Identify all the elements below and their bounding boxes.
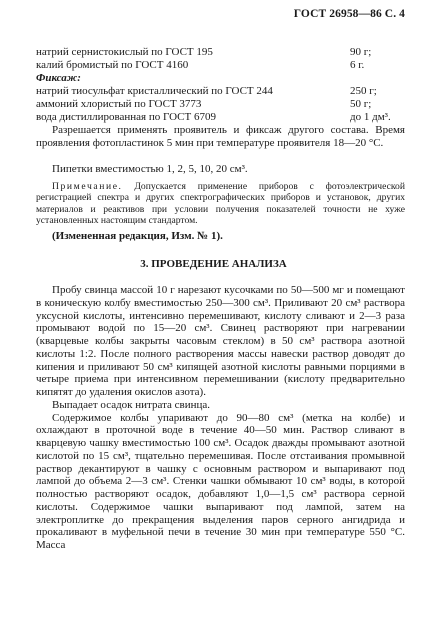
paragraph: Выпадает осадок нитрата свинца. bbox=[52, 398, 211, 411]
reagent-line bbox=[36, 85, 403, 98]
paragraph: Содержимое колбы упаривают до 90—80 см³ (метка на колбе) и охлаждают в проточной воде в течение 40—50 мин. Раствор сливают в кварцевую чашку вместимостью 100 см³. Осадок дважды промывают азотной кислотой по 15 см³, тщательно перемешивая. После отстаивания промывной раствор декантируют в чашку с основным раствором и выпаривают под лампой до объема 2—3 см³. Стенки чашки обмывают 10 см³ воды, в которой полностью растворяют осадок, добавляют 1,0—1,5 см³ раствора серной кислоты. Содержимое чашки выпаривают под лампой, затем на электроплитке до прекращения выделения паров серного ангидрида и прокаливают в муфельной печи в течение 30 мин при температуре 550 °С. Масса bbox=[36, 411, 405, 551]
reagent-line bbox=[36, 46, 403, 59]
reagent-quantity: до 1 дм³. bbox=[350, 111, 391, 123]
edition-note: (Измененная редакция, Изм. № 1). bbox=[52, 230, 223, 242]
reagent-line bbox=[36, 59, 403, 72]
reagent-quantity: 6 г. bbox=[350, 59, 365, 71]
reagent-quantity: 90 г; bbox=[350, 46, 372, 58]
note-label: Примечание. bbox=[52, 181, 123, 192]
reagent-name: натрий сернистокислый по ГОСТ 195 bbox=[36, 46, 213, 58]
reagent-line bbox=[36, 111, 403, 124]
reagent-quantity: 250 г; bbox=[350, 85, 377, 97]
section-body bbox=[36, 284, 405, 552]
reagent-line bbox=[36, 98, 403, 111]
alternative-composition-text: Разрешается применять проявитель и фиксаж другого состава. Время проявления фотопластинок 5 мин при температуре проявителя 18—20 °С. bbox=[36, 124, 405, 149]
note-block bbox=[36, 181, 405, 227]
note-text: Допускается применение приборов с фотоэлектрической регистрацией спектра и других спектрографических приборов и установок, других материалов и реактивов при условии получения показателей точности не хуже установленных настоящим стандартом. bbox=[36, 181, 405, 227]
reagent-name: аммоний хлористый по ГОСТ 3773 bbox=[36, 98, 202, 110]
pipettes-text: Пипетки вместимостью 1, 2, 5, 10, 20 см³. bbox=[52, 163, 248, 175]
reagent-name: калий бромистый по ГОСТ 4160 bbox=[36, 59, 189, 71]
page-header: ГОСТ 26958—86 С. 4 bbox=[293, 8, 405, 20]
reagent-name: вода дистиллированная по ГОСТ 6709 bbox=[36, 111, 216, 123]
paragraph: Пробу свинца массой 10 г нарезают кусочками по 50—500 мг и помещают в коническую колбу вместимостью 250—300 см³. Приливают 20 см³ раствора уксусной кислоты, интенсивно перемешивают, кислоту сливают и 2—3 раза промывают водой по 15—20 см³. Свинец растворяют при нагревании (кварцевые колбы закрыты часовым стеклом) в 50 см³ раствора азотной кислоты 1:2. После полного растворения массы навески раствор доводят до кипения и приливают 50 см³ кипящей азотной кислоты равными порциями в четыре приема при интенсивном перемешивании (кислоту предварительно кипятят до удаления окислов азота). bbox=[36, 284, 405, 398]
fixer-label: Фиксаж: bbox=[36, 72, 81, 84]
reagent-name: натрий тиосульфат кристаллический по ГОСТ 244 bbox=[36, 85, 273, 97]
section-title: 3. ПРОВЕДЕНИЕ АНАЛИЗА bbox=[140, 258, 287, 270]
reagent-quantity: 50 г; bbox=[350, 98, 372, 110]
